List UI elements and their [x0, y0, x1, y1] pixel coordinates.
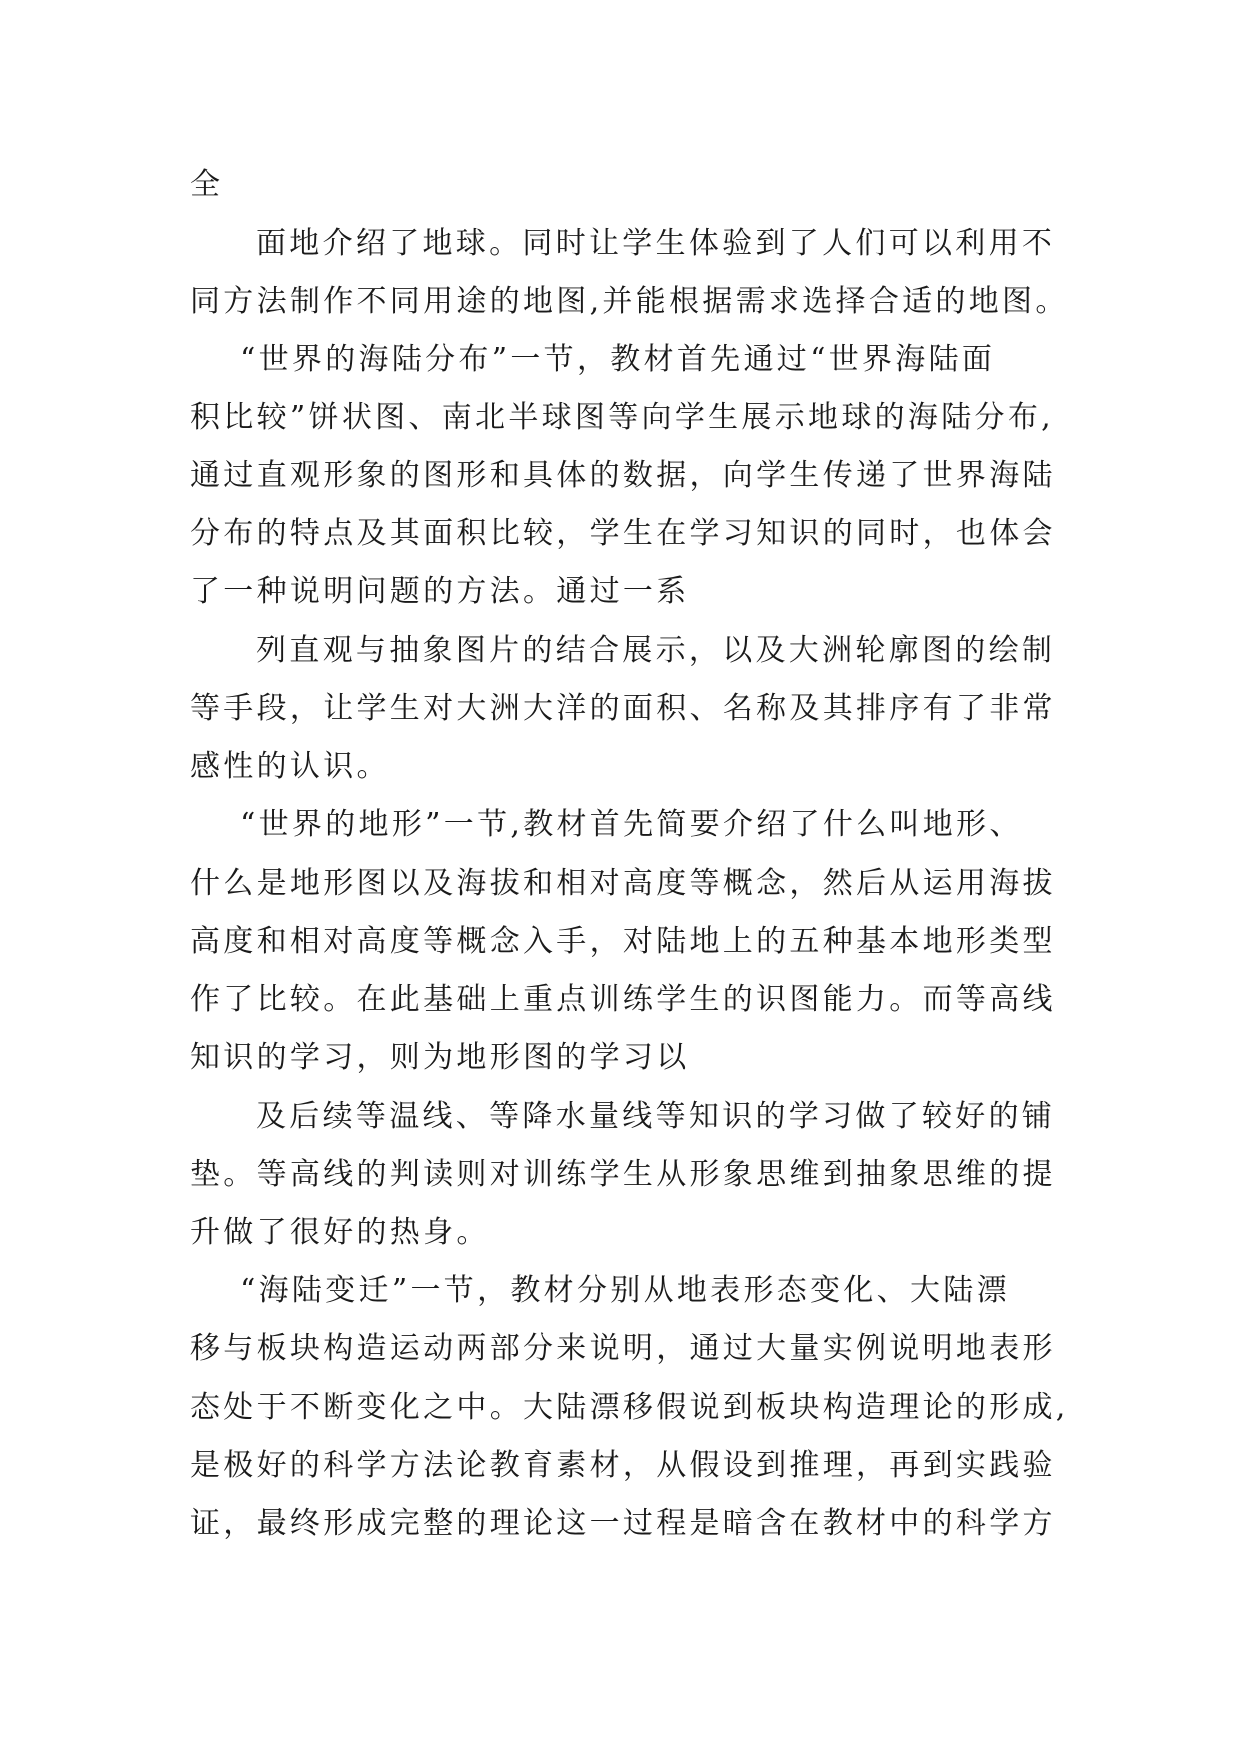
text-line-14: 高度和相对高度等概念入手，对陆地上的五种基本地形类型	[190, 924, 1056, 959]
text-line-23: 是极好的科学方法论教育素材，从假设到推理，再到实践验	[190, 1448, 1056, 1483]
text-line-6: 通过直观形象的图形和具体的数据，向学生传递了世界海陆	[190, 458, 1056, 493]
text-line-19: 升做了很好的热身。	[190, 1215, 490, 1250]
text-line-13: 什么是地形图以及海拔和相对高度等概念，然后从运用海拔	[190, 866, 1056, 901]
text-line-15: 作了比较。在此基础上重点训练学生的识图能力。而等高线	[190, 982, 1056, 1017]
text-line-1: 全	[190, 167, 224, 202]
text-line-21: 移与板块构造运动两部分来说明，通过大量实例说明地表形	[190, 1331, 1056, 1366]
text-line-16: 知识的学习，则为地形图的学习以	[190, 1040, 690, 1075]
text-line-20: “海陆变迁”一节，教材分别从地表形态变化、大陆漂	[240, 1273, 1010, 1308]
text-line-2: 面地介绍了地球。同时让学生体验到了人们可以利用不	[256, 226, 1056, 261]
text-line-11: 感性的认识。	[190, 749, 390, 784]
text-line-12: “世界的地形”一节,教材首先简要介绍了什么叫地形、	[240, 807, 1023, 842]
text-line-4: “世界的海陆分布”一节，教材首先通过“世界海陆面	[240, 342, 996, 377]
text-line-18: 垫。等高线的判读则对训练学生从形象思维到抽象思维的提	[190, 1157, 1056, 1192]
text-line-7: 分布的特点及其面积比较，学生在学习知识的同时，也体会	[190, 516, 1056, 551]
text-line-17: 及后续等温线、等降水量线等知识的学习做了较好的铺	[256, 1099, 1056, 1134]
text-line-3: 同方法制作不同用途的地图,并能根据需求选择合适的地图。	[190, 284, 1069, 319]
text-line-10: 等手段，让学生对大洲大洋的面积、名称及其排序有了非常	[190, 691, 1056, 726]
text-line-24: 证，最终形成完整的理论这一过程是暗含在教材中的科学方	[190, 1506, 1056, 1541]
text-line-5: 积比较”饼状图、南北半球图等向学生展示地球的海陆分布,	[190, 400, 1054, 435]
text-line-22: 态处于不断变化之中。大陆漂移假说到板块构造理论的形成,	[190, 1390, 1069, 1425]
text-line-8: 了一种说明问题的方法。通过一系	[190, 574, 690, 609]
text-line-9: 列直观与抽象图片的结合展示，以及大洲轮廓图的绘制	[256, 633, 1056, 668]
